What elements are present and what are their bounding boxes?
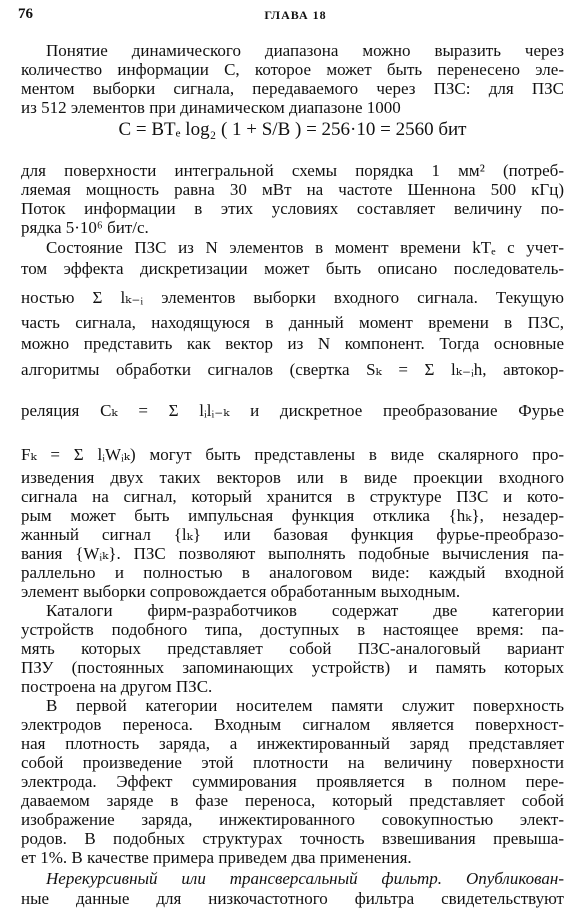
- text-line: даваемом заряде в фазе переноса, который представляет собой: [21, 791, 564, 810]
- text-line: В первой категории носителем памяти служит поверхность: [46, 696, 564, 715]
- text-line: количество информации C, которое может быть перенесено эле-: [21, 60, 564, 79]
- text-line: электрода. Эффект суммирования проявляется в полном пере-: [21, 772, 564, 791]
- text-line: Каталоги фирм-разработчиков содержат две категории: [46, 601, 564, 620]
- text-line: элемент выборки сопровождается обработанным выходным.: [21, 582, 461, 601]
- text-line: раллельно и полностью в аналоговом виде: каждый входной: [21, 563, 564, 582]
- text-line: ментом выборки сигнала, передаваемого через ПЗС: для ПЗС: [21, 79, 564, 98]
- text-line: родов. В подобных структурах точность взвешивания превыша-: [21, 829, 564, 848]
- text-line: Fₖ = Σ lᵢWᵢₖ) могут быть представлены в виде скалярного про-: [21, 445, 564, 464]
- text-line: рым может быть импульсная функция отклика {hₖ}, незадер-: [21, 506, 564, 525]
- text-line: рядка 5·10⁶ бит/с.: [21, 218, 149, 237]
- capacity-formula: C = BTₑ log₂ ( 1 + S/B ) = 256·10 = 2560 бит: [118, 119, 467, 140]
- text-line: ПЗУ (постоянных запоминающих устройств) и память которых: [21, 658, 564, 677]
- text-line: изведения двух таких векторов или в виде проекции входного: [21, 468, 564, 487]
- text-line: ные данные для низкочастотного фильтра свидетельствуют: [21, 889, 564, 908]
- text-line: часть сигнала, находящуюся в данный момент времени в ПЗС,: [21, 313, 564, 332]
- text-line: мять которых представляет собой ПЗС-аналоговый вариант: [21, 639, 564, 658]
- text-line: электродов переноса. Входным сигналом является поверхност-: [21, 715, 564, 734]
- text-line: ная плотность заряда, а инжектированный заряд представляет: [21, 734, 564, 753]
- text-line: реляция Cₖ = Σ lᵢlᵢ₋ₖ и дискретное преобразование Фурье: [21, 401, 564, 420]
- text-line: собой произведение этой плотности на величину поверхности: [21, 753, 564, 772]
- text-line: ет 1%. В качестве примера приведем два применения.: [21, 848, 412, 867]
- text-line: сигнала на сигнал, который хранится в структуре ПЗС и кото-: [21, 487, 564, 506]
- text-line: Состояние ПЗС из N элементов в момент времени kTₑ с учет-: [46, 238, 564, 257]
- page-number: 76: [18, 6, 33, 22]
- text-line: для поверхности интегральной схемы порядка 1 мм² (потреб-: [21, 161, 564, 180]
- text-line: из 512 элементов при динамическом диапазоне 1000: [21, 98, 401, 117]
- text-line: алгоритмы обработки сигналов (свертка Sₖ = Σ lₖ₋ᵢh, автокор-: [21, 360, 564, 379]
- text-line: ностью Σ lₖ₋ᵢ элементов выборки входного сигнала. Текущую: [21, 288, 564, 307]
- text-line: Понятие динамического диапазона можно выразить через: [46, 41, 564, 60]
- text-line: Поток информации в этих условиях составляет величину по-: [21, 199, 564, 218]
- page-header: [18, 2, 573, 22]
- text-line: построена на другом ПЗС.: [21, 677, 213, 696]
- text-line: ляемая мощность равна 30 мВт на частоте Шеннона 500 кГц): [21, 180, 564, 199]
- text-line: жанный сигнал {lₖ} или базовая функция фурье-преобразо-: [21, 525, 564, 544]
- text-line: том эффекта дискретизации может быть описано последователь-: [21, 259, 564, 278]
- text-line-italic: Нерекурсивный или трансверсальный фильтр. Опубликован-: [46, 869, 564, 888]
- chapter-title: ГЛАВА 18: [264, 8, 327, 22]
- text-line: устройств подобного типа, доступных в настоящее время: па-: [21, 620, 564, 639]
- text-line: вания {Wᵢₖ}. ПЗС позволяют выполнять подобные вычисления па-: [21, 544, 564, 563]
- text-line: изображение заряда, инжектированного совокупностью элект-: [21, 810, 564, 829]
- text-line: можно представить как вектор из N компонент. Тогда основные: [21, 334, 564, 353]
